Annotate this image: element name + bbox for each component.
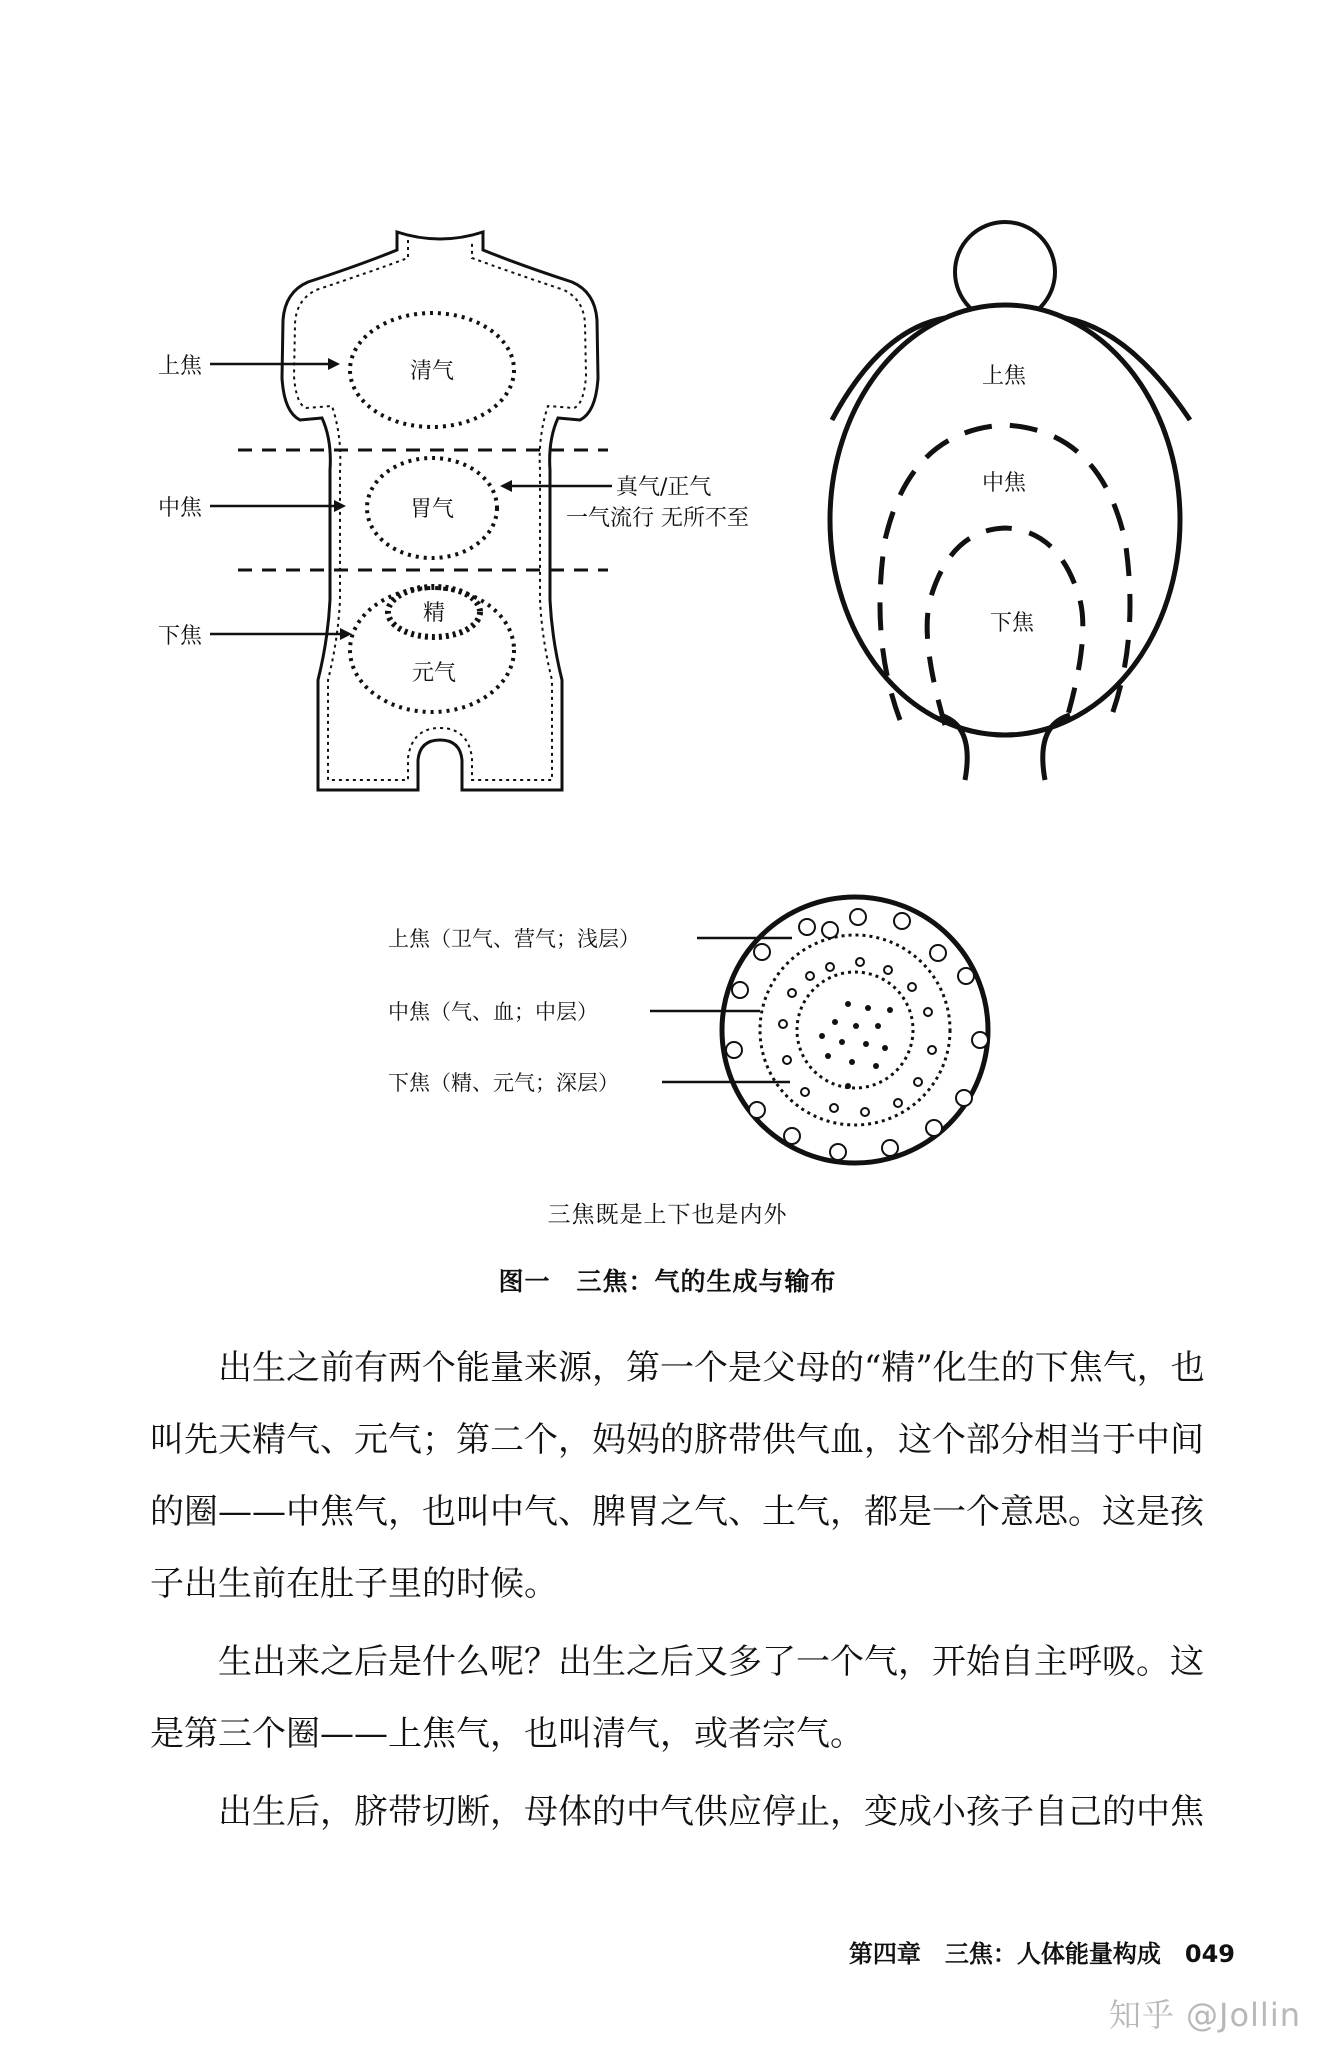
body-text <box>150 1332 1230 1854</box>
torso-label-middle: 中焦 <box>158 496 203 521</box>
torso-jing: 精 <box>423 601 446 626</box>
circle-label-middle: 中焦（气、血；中层） <box>388 1000 598 1024</box>
oval-label-upper: 上焦 <box>982 364 1027 389</box>
watermark: 知乎 @Jollin <box>1108 1996 1301 2034</box>
oval-label-lower: 下焦 <box>990 611 1035 636</box>
torso-zhenqi: 真气/正气 <box>616 475 712 500</box>
oval-label-middle: 中焦 <box>982 471 1027 496</box>
paragraph-3: 出生后，脐带切断，母体的中气供应停止，变成小孩子自己的中焦 <box>218 1792 1204 1832</box>
torso-yuanqi: 元气 <box>412 661 457 686</box>
paragraph-1: 出生之前有两个能量来源，第一个是父母的“精”化生的下焦气，也叫先天精气、元气；第二个，妈妈的脐带供气血，这个部分相当于中间的圈——中焦气，也叫中气、脾胃之气、土气，都是一个意思。这是孩子出生前在肚子里的时候。 <box>150 1348 1205 1604</box>
circle-label-lower: 下焦（精、元气；深层） <box>388 1071 619 1095</box>
paragraph-2: 生出来之后是什么呢？出生之后又多了一个气，开始自主呼吸。这是第三个圈——上焦气，也叫清气，或者宗气。 <box>150 1642 1204 1754</box>
torso-weiqi: 胃气 <box>410 497 455 522</box>
torso-label-lower: 下焦 <box>158 624 203 649</box>
circle-label-upper: 上焦（卫气、营气；浅层） <box>388 927 640 951</box>
running-footer: 第四章 三焦：人体能量构成 049 <box>848 1940 1235 1968</box>
figure-subcaption: 三焦既是上下也是内外 <box>547 1202 788 1228</box>
figure-caption: 图一 三焦：气的生成与输布 <box>498 1267 837 1296</box>
circle-inner-dots <box>819 1001 893 1089</box>
torso-flow: 一气流行 无所不至 <box>566 506 749 531</box>
torso-qingqi: 清气 <box>410 359 455 384</box>
oval-diagram <box>830 222 1190 780</box>
torso-label-upper: 上焦 <box>158 354 203 379</box>
